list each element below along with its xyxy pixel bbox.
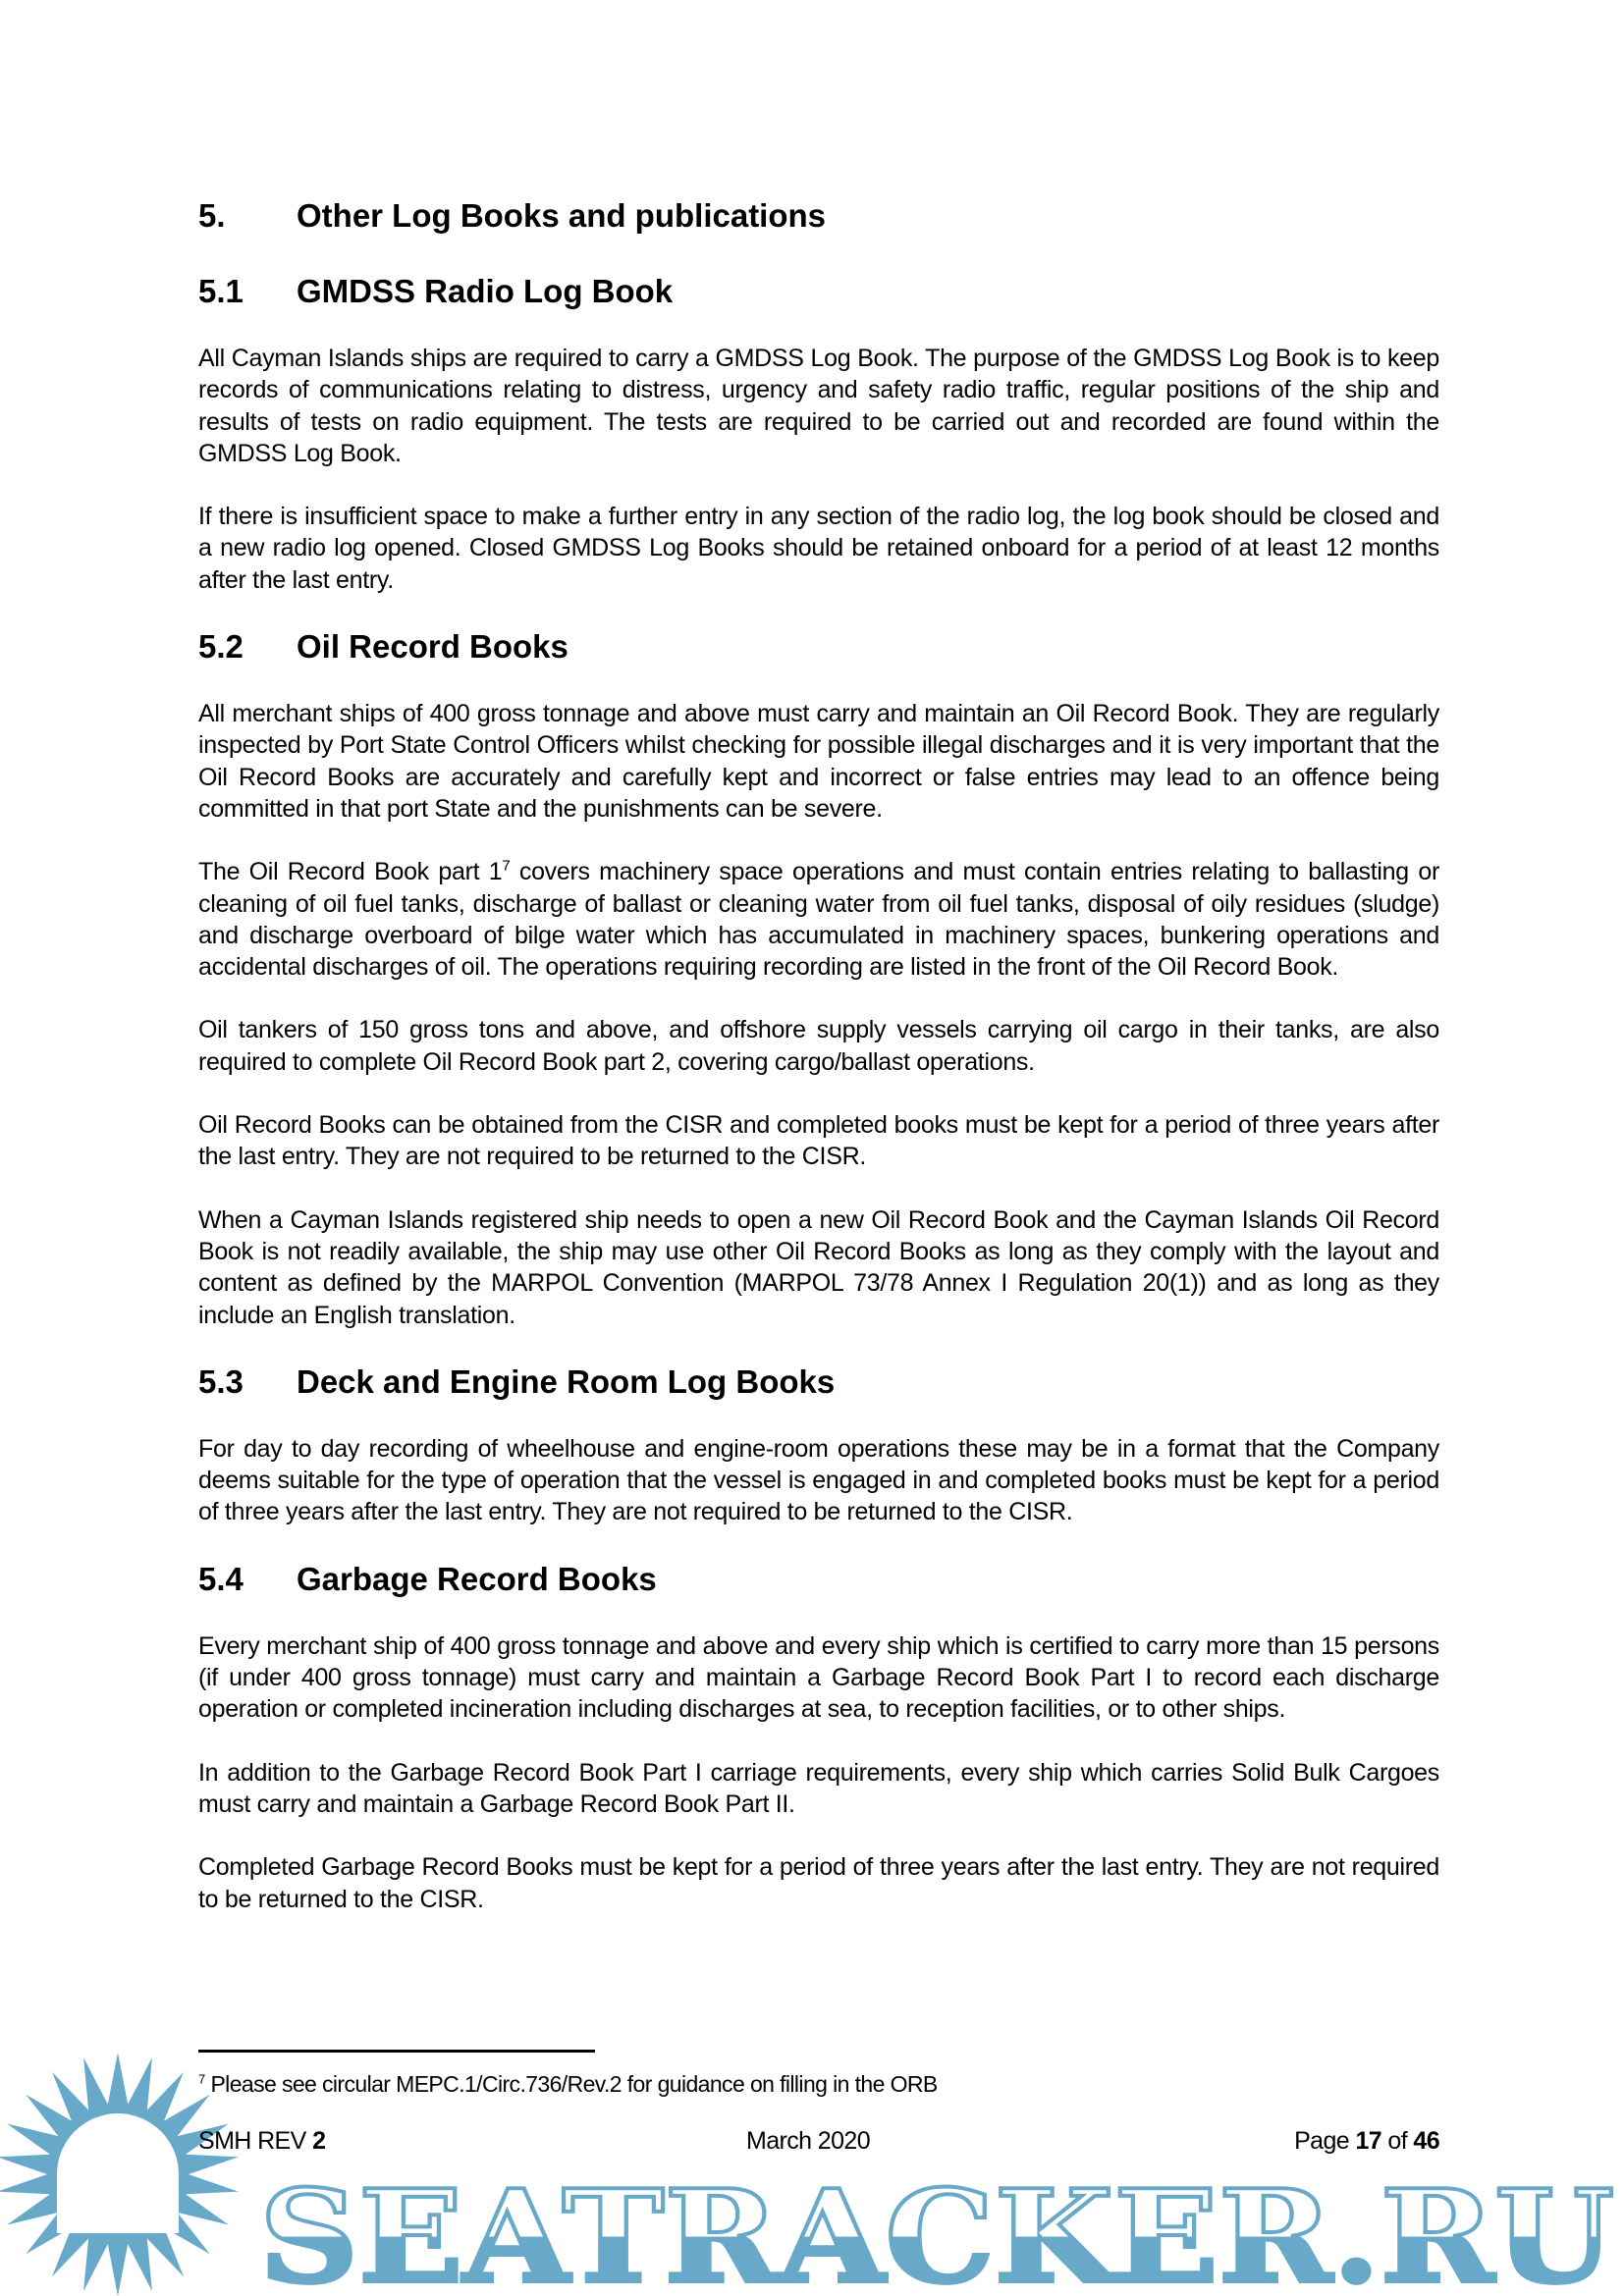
section-heading-5-3: 5.3 Deck and Engine Room Log Books bbox=[198, 1362, 836, 1400]
watermark-text: SEATRACKER.RU bbox=[259, 2165, 1614, 2293]
paragraph: The Oil Record Book part $1^7$ covers machinery space operations and must contain entries relating to ballasting or cleaning of oil fuel tanks, discharge of ballast or cleaning water from oil fuel tanks, disposal of oily residues (sludge) and discharge overboard of bilge water which has accumulated in machinery spaces, bunkering operations and accidental discharges of oil. The operations requiring recording are listed in the front of the Oil Record Book. bbox=[198, 857, 1439, 982]
section-heading-5-2: 5.2 Oil Record Books bbox=[198, 628, 568, 666]
paragraph: All merchant ships of 400 gross tonnage and above must carry and maintain an Oil Record Book. They are regularly inspected by Port State Control Officers whilst checking for possible illegal discharges and it is very important that the Oil Record Books are accurately and carefully kept and incorrect or false entries may lead to an offence being committed in that port State and the punishments can be severe. bbox=[198, 700, 1439, 823]
section-heading-5-4: 5.4 Garbage Record Books bbox=[198, 1560, 657, 1597]
section-heading-5-1: 5.1 GMDSS Radio Log Book bbox=[198, 273, 674, 309]
paragraph: For day to day recording of wheelhouse and engine-room operations these may be in a format that the Company deems suitable for the type of operation that the vessel is engaged in and completed books must be kept for a period of three years after the last entry. They are not required to be returned to the CISR. bbox=[198, 1434, 1439, 1526]
paragraph: Completed Garbage Record Books must be kept for a period of three years after the last entry. They are not required to be returned to the CISR. bbox=[198, 1853, 1439, 1913]
section-heading-5: 5. Other Log Books and publications bbox=[198, 197, 827, 234]
sun-icon bbox=[0, 2052, 245, 2296]
paragraph: In addition to the Garbage Record Book Part I carriage requirements, every ship which carries Solid Bulk Cargoes must carry and maintain a Garbage Record Book Part II. bbox=[198, 1758, 1439, 1818]
paragraph: Oil Record Books can be obtained from the CISR and completed books must be kept for a period of three years after the last entry. They are not required to be returned to the CISR. bbox=[198, 1111, 1439, 1171]
paragraph: Every merchant ship of 400 gross tonnage and above and every ship which is certified to carry more than 15 persons (if under 400 gross tonnage) must carry and maintain a Garbage Record Book Part I to record each discharge operation or completed incineration including discharges at sea, to reception facilities, or to other ships. bbox=[198, 1631, 1439, 1724]
paragraph: All Cayman Islands ships are required to carry a GMDSS Log Book. The purpose of the GMDSS Log Book is to keep records of communications relating to distress, urgency and safety radio traffic, regular positions of the ship and results of tests on radio equipment. The tests are required to be carried out and recorded are found within the GMDSS Log Book. bbox=[198, 345, 1439, 467]
paragraph: If there is insufficient space to make a further entry in any section of the radio log, the log book should be closed and a new radio log opened. Closed GMDSS Log Books should be retained onboard for a period of at least 12 months after the last entry. bbox=[198, 503, 1439, 594]
footnote-separator bbox=[198, 2050, 595, 2053]
footer-date: March 2020 bbox=[746, 2127, 871, 2155]
document-body bbox=[198, 196, 1439, 1947]
footnote: $^7$ Please see circular MEPC.1/Circ.736/Rev.2 for guidance on filling in the ORB bbox=[198, 2071, 938, 2097]
paragraph: Oil tankers of 150 gross tons and above, and offshore supply vessels carrying oil cargo in their tanks, are also required to complete Oil Record Book part 2, covering cargo/ballast operations. bbox=[198, 1016, 1439, 1076]
paragraph: When a Cayman Islands registered ship needs to open a new Oil Record Book and the Cayman Islands Oil Record Book is not readily available, the ship may use other Oil Record Books as long as they comply with the layout and content as defined by the MARPOL Convention (MARPOL 73/78 Annex I Regulation 20(1)) and as long as they include an English translation. bbox=[198, 1205, 1439, 1329]
watermark-logo bbox=[255, 2165, 1620, 2293]
footer-page-number: Page 17 of 46 bbox=[1294, 2127, 1439, 2155]
footer-document: SMH REV 2 bbox=[198, 2127, 326, 2155]
footnote-ref[interactable]: 7 bbox=[502, 857, 511, 875]
